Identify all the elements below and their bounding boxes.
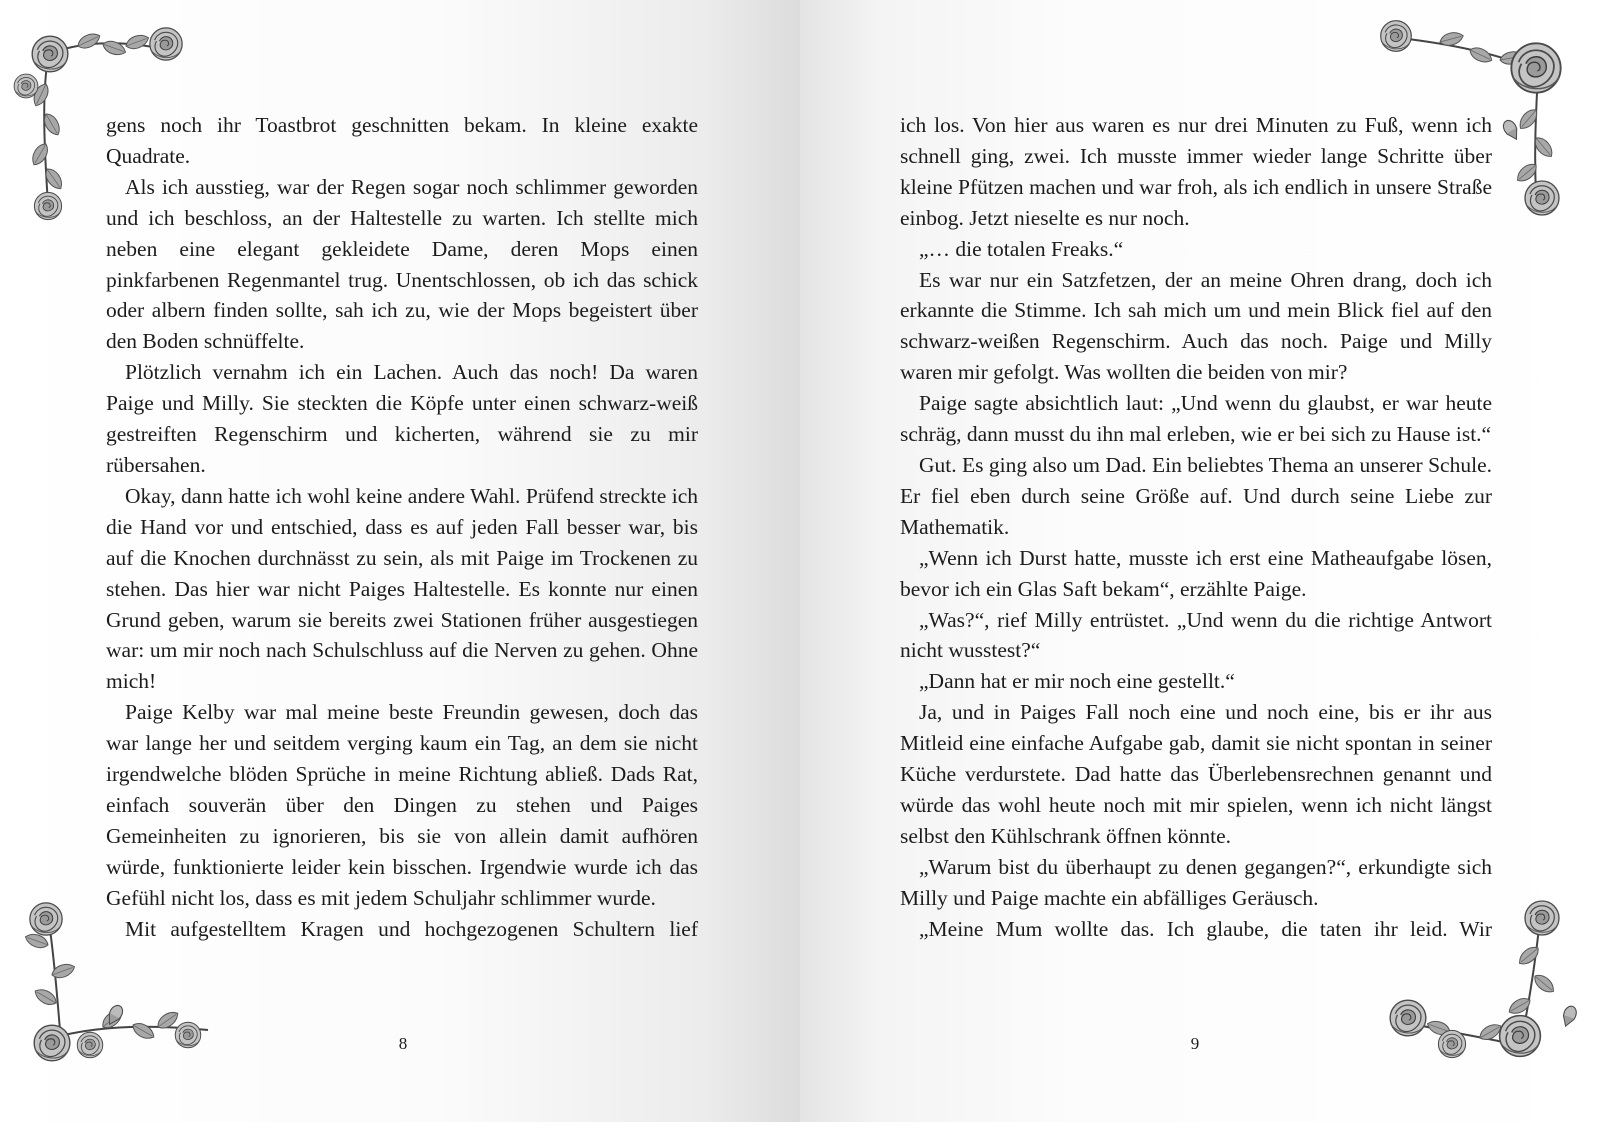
paragraph: ich los. Von hier aus waren es nur drei Minuten zu Fuß, wenn ich schnell ging, zwei. Ich musste immer wieder lange Schritte über kleine Pfützen machen und war froh, als ich endlich in unsere Straße einbog. Jetzt nieselte es nur noch. xyxy=(900,113,1492,230)
paragraph: „Warum bist du überhaupt zu denen gegangen?“, erkundigte sich Milly und Paige machte ein abfälliges Geräusch. xyxy=(900,854,1492,910)
left-page-text xyxy=(106,110,698,944)
paragraph: Plötzlich vernahm ich ein Lachen. Auch das noch! Da waren Paige und Milly. Sie steckten die Köpfe unter einen schwarz-weiß gestreiften Regenschirm und kicherten, während sie zu mir rübersahen. xyxy=(106,360,698,477)
paragraph: Gut. Es ging also um Dad. Ein beliebtes Thema an unserer Schule. Er fiel eben durch seine Größe auf. Und durch seine Liebe zur Mathematik. xyxy=(900,452,1492,539)
paragraph: Paige sagte absichtlich laut: „Und wenn du glaubst, er war heute schräg, dann musst du ihn mal erleben, wie er bei sich zu Hause ist.“ xyxy=(900,391,1492,447)
right-page xyxy=(800,0,1600,1122)
right-page-text xyxy=(900,110,1492,944)
paragraph: Okay, dann hatte ich wohl keine andere Wahl. Prüfend streckte ich die Hand vor und entschied, dass es auf jeden Fall besser war, bis auf die Knochen durchnässt zu sein, als mit Paige im Trockenen zu stehen. Das hier war nicht Paiges Haltestelle. Es konnte nur einen Grund geben, warum sie bereits zwei Stationen früher ausgestiegen war: um mir noch nach Schulschluss auf die Nerven zu gehen. Ohne mich! xyxy=(106,483,698,694)
paragraph: Es war nur ein Satzfetzen, der an meine Ohren drang, doch ich erkannte die Stimme. Ich sah mich um und mein Blick fiel auf den schwarz-weißen Regenschirm. Auch das noch. Paige und Milly waren mir gefolgt. Was wollten die beiden von mir? xyxy=(900,267,1492,385)
paragraph: Als ich ausstieg, war der Regen sogar noch schlimmer geworden und ich beschloss, an der Haltestelle zu warten. Ich stellte mich neben eine elegant gekleidete Dame, deren Mops einen pinkfarbenen Regenmantel trug. Unentschlossen, ob ich das schick oder albern finden sollte, sah ich zu, wie der Mops begeistert über den Boden schnüffelte. xyxy=(106,174,698,354)
paragraph: Mit aufgestelltem Kragen und hochgezogenen Schultern lief xyxy=(125,916,698,941)
page-number-left: 8 xyxy=(398,1034,408,1053)
paragraph: Paige Kelby war mal meine beste Freundin gewesen, doch das war lange her und seitdem verging kaum ein Tag, an dem sie nicht irgendwelche blöden Sprüche in meine Richtung abließ. Dads Rat, einfach souverän über den Dingen zu stehen und Paiges Gemeinheiten zu ignorieren, bis sie von allein damit aufhören würde, funktionierte leider kein bisschen. Irgendwie wurde ich das Gefühl nicht los, dass es mit jedem Schuljahr schlimmer wurde. xyxy=(106,700,698,910)
paragraph: gens noch ihr Toastbrot geschnitten bekam. In kleine exakte Quadrate. xyxy=(106,113,698,168)
paragraph: „Was?“, rief Milly entrüstet. „Und wenn du die richtige Antwort nicht wusstest?“ xyxy=(900,607,1492,663)
paragraph: „Meine Mum wollte das. Ich glaube, die taten ihr leid. Wir xyxy=(919,916,1492,941)
paragraph: „Wenn ich Durst hatte, musste ich erst eine Matheaufgabe lösen, bevor ich ein Glas Saft bekam“, erzählte Paige. xyxy=(900,545,1492,601)
paragraph: „Dann hat er mir noch eine gestellt.“ xyxy=(919,669,1235,694)
paragraph: Ja, und in Paiges Fall noch eine und noch eine, bis er ihr aus Mitleid eine einfache Aufgabe gab, damit sie nicht spontan in seiner Küche verdurstete. Dad hatte das Überlebensrechnen genannt und würde das wohl heute noch mit mir spielen, wenn ich nicht längst selbst den Kühlschrank öffnen könnte. xyxy=(900,700,1492,848)
paragraph: „… die totalen Freaks.“ xyxy=(919,236,1124,261)
page-number-right: 9 xyxy=(1190,1034,1200,1053)
